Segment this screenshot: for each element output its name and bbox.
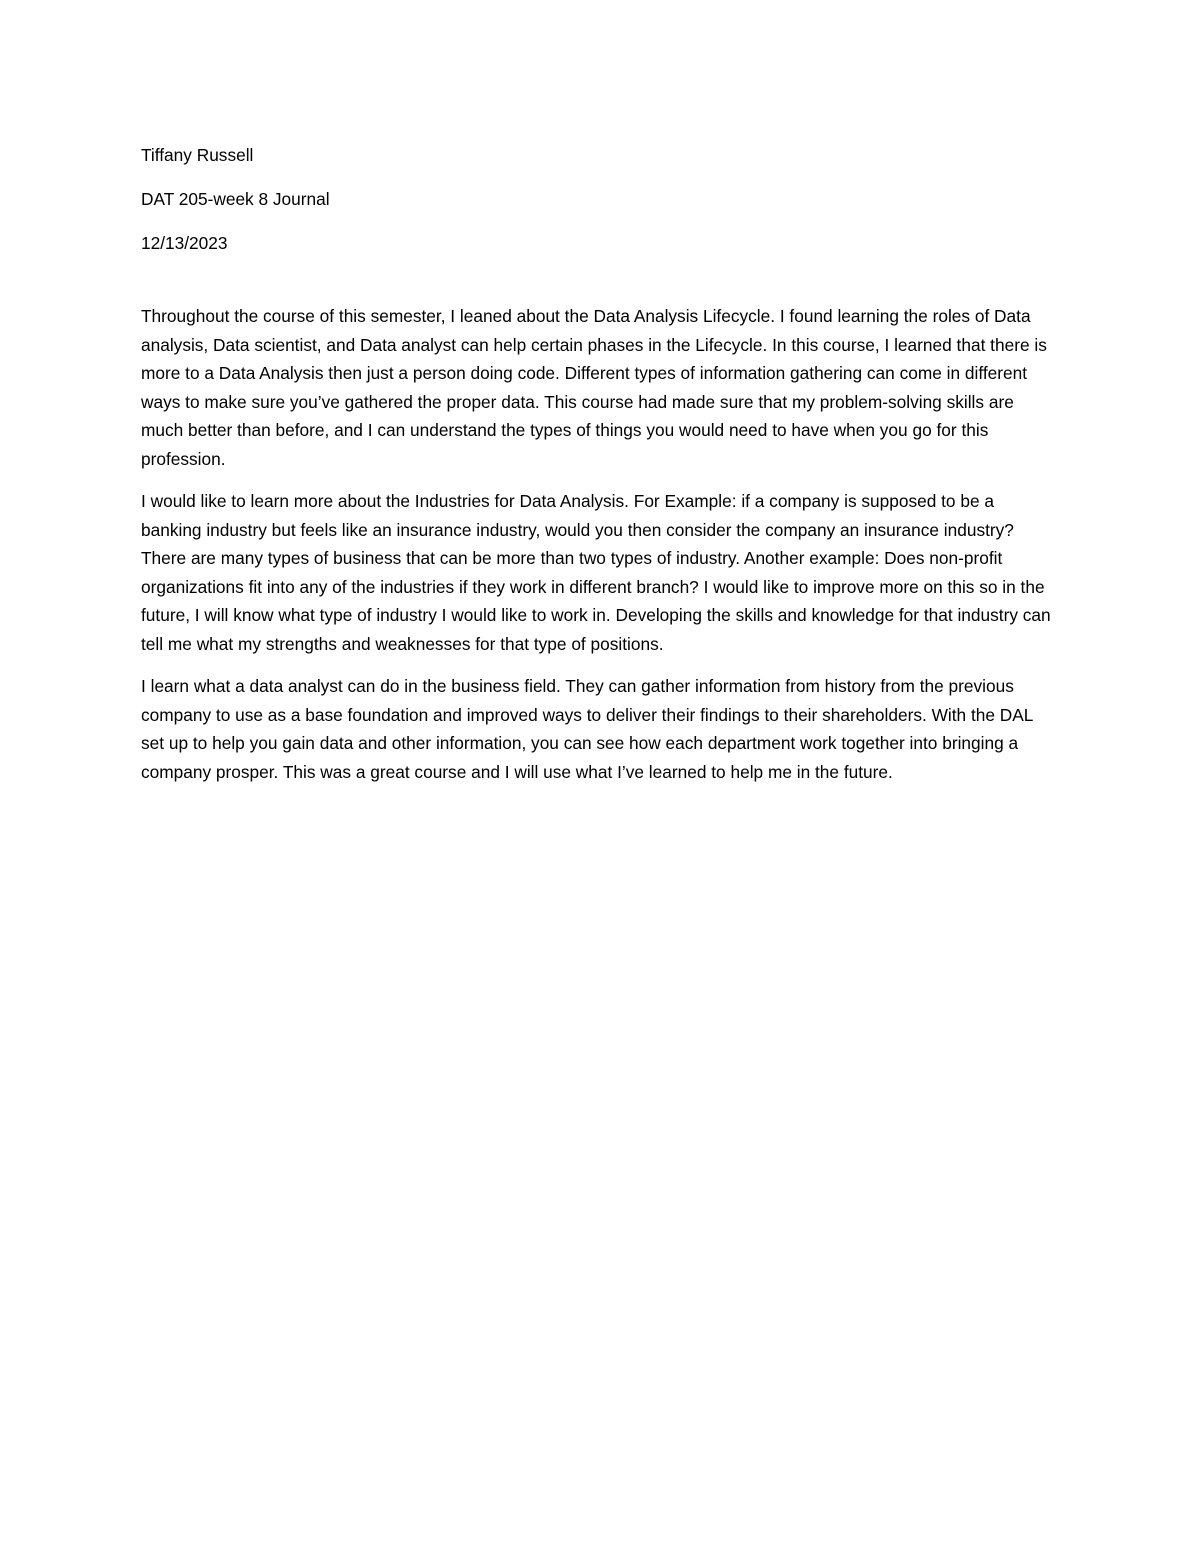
paragraph-3: I learn what a data analyst can do in the business field. They can gather information from history from the previous company to use as a base foundation and improved ways to deliver their findings to their shareholders. With the DAL set up to help you gain data and other information, you can see how each department work together into bringing a company prosper. This was a great course and I will use what I’ve learned to help me in the future. (141, 676, 1033, 782)
course-title: DAT 205-week 8 Journal (141, 189, 330, 209)
document-date: 12/13/2023 (141, 233, 228, 253)
author-name: Tiffany Russell (141, 145, 254, 165)
paragraph-1: Throughout the course of this semester, I leaned about the Data Analysis Lifecycle. I found learning the roles of Data analysis, Data scientist, and Data analyst can help certain phases in the Lifecycle. In this course, I learned that there is more to a Data Analysis then just a person doing code. Different types of information gathering can come in different ways to make sure you’ve gathered the proper data. This course had made sure that my problem-solving skills are much better than before, and I can understand the types of things you would need to have when you go for this profession. (141, 306, 1047, 469)
paragraph-2: I would like to learn more about the Industries for Data Analysis. For Example: if a company is supposed to be a banking industry but feels like an insurance industry, would you then consider the company an insurance industry? There are many types of business that can be more than two types of industry. Another example: Does non-profit organizations fit into any of the industries if they work in different branch? I would like to improve more on this so in the future, I will know what type of industry I would like to work in. Developing the skills and knowledge for that industry can tell me what my strengths and weaknesses for that type of positions. (141, 491, 1051, 654)
document-body (141, 302, 1056, 786)
document-content (141, 140, 1056, 800)
document-header (141, 140, 1056, 272)
